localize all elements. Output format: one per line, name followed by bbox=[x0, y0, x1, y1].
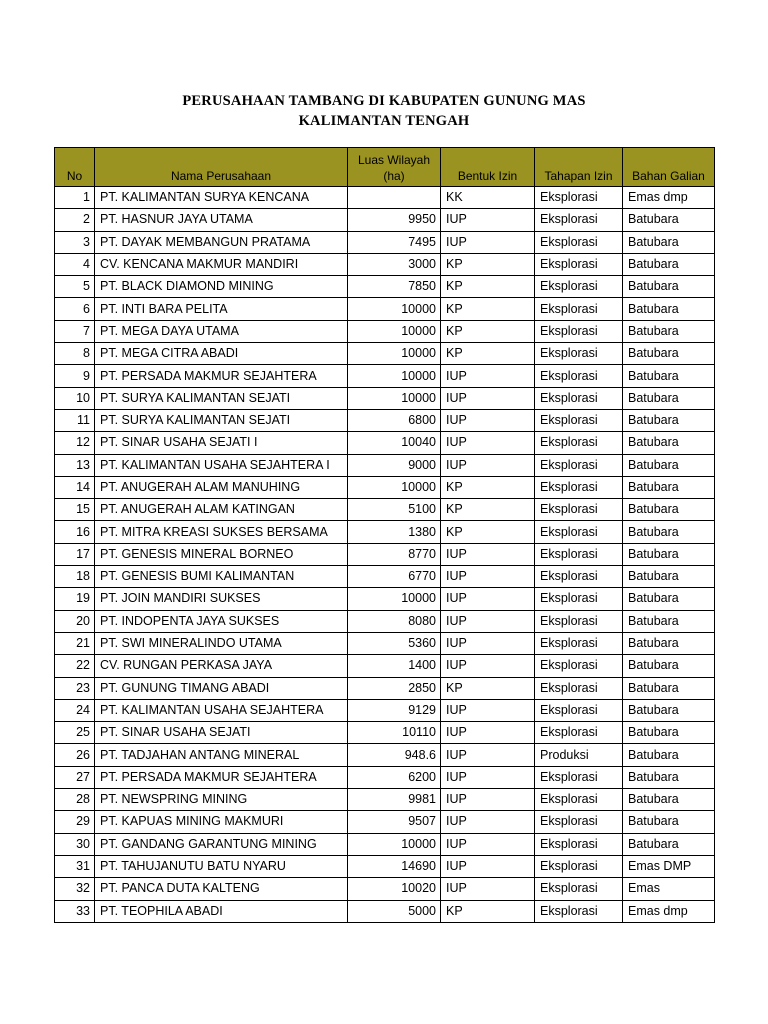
permit-type-cell: KK bbox=[441, 187, 535, 209]
mineral-type-cell: Batubara bbox=[623, 610, 715, 632]
row-number-cell: 19 bbox=[55, 588, 95, 610]
area-ha-cell: 1380 bbox=[348, 521, 441, 543]
mineral-type-cell: Batubara bbox=[623, 387, 715, 409]
permit-stage-cell: Eksplorasi bbox=[535, 276, 623, 298]
permit-type-cell: IUP bbox=[441, 833, 535, 855]
table-row bbox=[55, 677, 715, 699]
table-row bbox=[55, 343, 715, 365]
mining-companies-table bbox=[54, 147, 715, 923]
permit-stage-cell: Eksplorasi bbox=[535, 588, 623, 610]
company-name-cell: PT. SINAR USAHA SEJATI bbox=[95, 722, 348, 744]
permit-type-cell: IUP bbox=[441, 878, 535, 900]
area-ha-cell: 10000 bbox=[348, 320, 441, 342]
area-ha-cell: 6770 bbox=[348, 566, 441, 588]
row-number-cell: 12 bbox=[55, 432, 95, 454]
table-row bbox=[55, 454, 715, 476]
row-number-cell: 20 bbox=[55, 610, 95, 632]
permit-stage-cell: Eksplorasi bbox=[535, 187, 623, 209]
company-name-cell: PT. KAPUAS MINING MAKMURI bbox=[95, 811, 348, 833]
company-name-cell: PT. SINAR USAHA SEJATI I bbox=[95, 432, 348, 454]
permit-type-cell: KP bbox=[441, 499, 535, 521]
company-name-cell: PT. GANDANG GARANTUNG MINING bbox=[95, 833, 348, 855]
permit-stage-cell: Eksplorasi bbox=[535, 789, 623, 811]
permit-stage-cell: Eksplorasi bbox=[535, 499, 623, 521]
company-name-cell: PT. PERSADA MAKMUR SEJAHTERA bbox=[95, 365, 348, 387]
permit-stage-cell: Eksplorasi bbox=[535, 632, 623, 654]
header-no: No bbox=[55, 148, 95, 187]
table-header-row bbox=[55, 148, 715, 187]
permit-type-cell: IUP bbox=[441, 387, 535, 409]
area-ha-cell: 10020 bbox=[348, 878, 441, 900]
mineral-type-cell: Batubara bbox=[623, 298, 715, 320]
table-row bbox=[55, 320, 715, 342]
permit-stage-cell: Eksplorasi bbox=[535, 365, 623, 387]
area-ha-cell: 14690 bbox=[348, 855, 441, 877]
table-row bbox=[55, 231, 715, 253]
row-number-cell: 4 bbox=[55, 253, 95, 275]
mineral-type-cell: Batubara bbox=[623, 253, 715, 275]
table-row bbox=[55, 766, 715, 788]
row-number-cell: 32 bbox=[55, 878, 95, 900]
permit-stage-cell: Eksplorasi bbox=[535, 343, 623, 365]
mineral-type-cell: Batubara bbox=[623, 454, 715, 476]
table-row bbox=[55, 253, 715, 275]
permit-type-cell: IUP bbox=[441, 811, 535, 833]
row-number-cell: 16 bbox=[55, 521, 95, 543]
table-row bbox=[55, 900, 715, 922]
permit-type-cell: IUP bbox=[441, 566, 535, 588]
table-row bbox=[55, 855, 715, 877]
table-row bbox=[55, 476, 715, 498]
area-ha-cell: 3000 bbox=[348, 253, 441, 275]
mineral-type-cell: Emas DMP bbox=[623, 855, 715, 877]
permit-type-cell: IUP bbox=[441, 699, 535, 721]
permit-type-cell: KP bbox=[441, 253, 535, 275]
company-name-cell: PT. BLACK DIAMOND MINING bbox=[95, 276, 348, 298]
mineral-type-cell: Emas bbox=[623, 878, 715, 900]
table-row bbox=[55, 432, 715, 454]
header-company-name: Nama Perusahaan bbox=[95, 148, 348, 187]
permit-type-cell: IUP bbox=[441, 610, 535, 632]
area-ha-cell: 9129 bbox=[348, 699, 441, 721]
permit-type-cell: IUP bbox=[441, 409, 535, 431]
area-ha-cell: 8770 bbox=[348, 543, 441, 565]
permit-type-cell: IUP bbox=[441, 432, 535, 454]
mineral-type-cell: Batubara bbox=[623, 789, 715, 811]
area-ha-cell: 7495 bbox=[348, 231, 441, 253]
area-ha-cell: 5000 bbox=[348, 900, 441, 922]
mineral-type-cell: Batubara bbox=[623, 320, 715, 342]
company-name-cell: PT. GENESIS MINERAL BORNEO bbox=[95, 543, 348, 565]
document-title: PERUSAHAAN TAMBANG DI KABUPATEN GUNUNG MAS bbox=[182, 93, 586, 109]
row-number-cell: 15 bbox=[55, 499, 95, 521]
permit-stage-cell: Eksplorasi bbox=[535, 855, 623, 877]
mineral-type-cell: Batubara bbox=[623, 365, 715, 387]
permit-type-cell: IUP bbox=[441, 789, 535, 811]
company-name-cell: PT. PERSADA MAKMUR SEJAHTERA bbox=[95, 766, 348, 788]
mineral-type-cell: Batubara bbox=[623, 566, 715, 588]
mineral-type-cell: Batubara bbox=[623, 699, 715, 721]
table-row bbox=[55, 699, 715, 721]
permit-stage-cell: Eksplorasi bbox=[535, 610, 623, 632]
mineral-type-cell: Batubara bbox=[623, 476, 715, 498]
row-number-cell: 18 bbox=[55, 566, 95, 588]
table-row bbox=[55, 298, 715, 320]
row-number-cell: 8 bbox=[55, 343, 95, 365]
permit-stage-cell: Eksplorasi bbox=[535, 722, 623, 744]
table-body bbox=[55, 187, 715, 923]
permit-type-cell: IUP bbox=[441, 209, 535, 231]
mineral-type-cell: Batubara bbox=[623, 409, 715, 431]
row-number-cell: 9 bbox=[55, 365, 95, 387]
permit-type-cell: KP bbox=[441, 900, 535, 922]
mineral-type-cell: Batubara bbox=[623, 632, 715, 654]
table-row bbox=[55, 744, 715, 766]
mineral-type-cell: Batubara bbox=[623, 677, 715, 699]
permit-stage-cell: Produksi bbox=[535, 744, 623, 766]
row-number-cell: 33 bbox=[55, 900, 95, 922]
header-mineral: Bahan Galian bbox=[623, 148, 715, 187]
mineral-type-cell: Batubara bbox=[623, 744, 715, 766]
permit-stage-cell: Eksplorasi bbox=[535, 454, 623, 476]
permit-stage-cell: Eksplorasi bbox=[535, 543, 623, 565]
permit-type-cell: KP bbox=[441, 677, 535, 699]
company-name-cell: PT. DAYAK MEMBANGUN PRATAMA bbox=[95, 231, 348, 253]
permit-stage-cell: Eksplorasi bbox=[535, 900, 623, 922]
company-name-cell: PT. TADJAHAN ANTANG MINERAL bbox=[95, 744, 348, 766]
row-number-cell: 21 bbox=[55, 632, 95, 654]
table-row bbox=[55, 811, 715, 833]
area-ha-cell: 8080 bbox=[348, 610, 441, 632]
permit-stage-cell: Eksplorasi bbox=[535, 387, 623, 409]
row-number-cell: 23 bbox=[55, 677, 95, 699]
table-row bbox=[55, 521, 715, 543]
row-number-cell: 11 bbox=[55, 409, 95, 431]
table-row bbox=[55, 878, 715, 900]
permit-type-cell: IUP bbox=[441, 365, 535, 387]
row-number-cell: 17 bbox=[55, 543, 95, 565]
area-ha-cell: 10000 bbox=[348, 298, 441, 320]
company-name-cell: PT. ANUGERAH ALAM KATINGAN bbox=[95, 499, 348, 521]
header-area bbox=[348, 148, 441, 187]
area-ha-cell: 10000 bbox=[348, 365, 441, 387]
mineral-type-cell: Batubara bbox=[623, 543, 715, 565]
table-row bbox=[55, 499, 715, 521]
permit-stage-cell: Eksplorasi bbox=[535, 298, 623, 320]
area-ha-cell: 10040 bbox=[348, 432, 441, 454]
area-ha-cell: 10000 bbox=[348, 833, 441, 855]
company-name-cell: PT. INDOPENTA JAYA SUKSES bbox=[95, 610, 348, 632]
company-name-cell: PT. KALIMANTAN USAHA SEJAHTERA I bbox=[95, 454, 348, 476]
table-row bbox=[55, 588, 715, 610]
row-number-cell: 7 bbox=[55, 320, 95, 342]
permit-stage-cell: Eksplorasi bbox=[535, 231, 623, 253]
table-row bbox=[55, 543, 715, 565]
header-area-line1: Luas Wilayah bbox=[357, 153, 431, 167]
mineral-type-cell: Batubara bbox=[623, 811, 715, 833]
permit-type-cell: KP bbox=[441, 521, 535, 543]
permit-stage-cell: Eksplorasi bbox=[535, 432, 623, 454]
company-name-cell: PT. MITRA KREASI SUKSES BERSAMA bbox=[95, 521, 348, 543]
area-ha-cell: 948.6 bbox=[348, 744, 441, 766]
row-number-cell: 24 bbox=[55, 699, 95, 721]
mineral-type-cell: Batubara bbox=[623, 655, 715, 677]
area-ha-cell: 10000 bbox=[348, 588, 441, 610]
company-name-cell: PT. SWI MINERALINDO UTAMA bbox=[95, 632, 348, 654]
permit-stage-cell: Eksplorasi bbox=[535, 209, 623, 231]
table-row bbox=[55, 655, 715, 677]
area-ha-cell: 6800 bbox=[348, 409, 441, 431]
company-name-cell: CV. KENCANA MAKMUR MANDIRI bbox=[95, 253, 348, 275]
mineral-type-cell: Batubara bbox=[623, 588, 715, 610]
table-row bbox=[55, 632, 715, 654]
company-name-cell: PT. NEWSPRING MINING bbox=[95, 789, 348, 811]
row-number-cell: 26 bbox=[55, 744, 95, 766]
row-number-cell: 13 bbox=[55, 454, 95, 476]
mineral-type-cell: Batubara bbox=[623, 722, 715, 744]
row-number-cell: 29 bbox=[55, 811, 95, 833]
permit-stage-cell: Eksplorasi bbox=[535, 833, 623, 855]
permit-type-cell: IUP bbox=[441, 543, 535, 565]
permit-type-cell: IUP bbox=[441, 655, 535, 677]
permit-type-cell: IUP bbox=[441, 722, 535, 744]
company-name-cell: CV. RUNGAN PERKASA JAYA bbox=[95, 655, 348, 677]
permit-stage-cell: Eksplorasi bbox=[535, 655, 623, 677]
permit-type-cell: KP bbox=[441, 476, 535, 498]
permit-type-cell: KP bbox=[441, 320, 535, 342]
permit-type-cell: IUP bbox=[441, 454, 535, 476]
header-permit-type: Bentuk Izin bbox=[441, 148, 535, 187]
area-ha-cell bbox=[348, 187, 441, 209]
company-name-cell: PT. JOIN MANDIRI SUKSES bbox=[95, 588, 348, 610]
permit-stage-cell: Eksplorasi bbox=[535, 476, 623, 498]
table-row bbox=[55, 409, 715, 431]
permit-stage-cell: Eksplorasi bbox=[535, 409, 623, 431]
company-name-cell: PT. MEGA DAYA UTAMA bbox=[95, 320, 348, 342]
permit-type-cell: KP bbox=[441, 276, 535, 298]
row-number-cell: 10 bbox=[55, 387, 95, 409]
permit-stage-cell: Eksplorasi bbox=[535, 253, 623, 275]
table-row bbox=[55, 566, 715, 588]
table-row bbox=[55, 187, 715, 209]
area-ha-cell: 7850 bbox=[348, 276, 441, 298]
permit-stage-cell: Eksplorasi bbox=[535, 566, 623, 588]
header-permit-stage: Tahapan Izin bbox=[535, 148, 623, 187]
permit-stage-cell: Eksplorasi bbox=[535, 521, 623, 543]
company-name-cell: PT. SURYA KALIMANTAN SEJATI bbox=[95, 409, 348, 431]
area-ha-cell: 9981 bbox=[348, 789, 441, 811]
table-row bbox=[55, 365, 715, 387]
area-ha-cell: 9507 bbox=[348, 811, 441, 833]
permit-stage-cell: Eksplorasi bbox=[535, 811, 623, 833]
area-ha-cell: 9950 bbox=[348, 209, 441, 231]
permit-type-cell: IUP bbox=[441, 744, 535, 766]
permit-stage-cell: Eksplorasi bbox=[535, 766, 623, 788]
permit-type-cell: IUP bbox=[441, 632, 535, 654]
area-ha-cell: 1400 bbox=[348, 655, 441, 677]
company-name-cell: PT. MEGA CITRA ABADI bbox=[95, 343, 348, 365]
permit-stage-cell: Eksplorasi bbox=[535, 677, 623, 699]
permit-stage-cell: Eksplorasi bbox=[535, 320, 623, 342]
mineral-type-cell: Batubara bbox=[623, 521, 715, 543]
company-name-cell: PT. GUNUNG TIMANG ABADI bbox=[95, 677, 348, 699]
row-number-cell: 6 bbox=[55, 298, 95, 320]
permit-type-cell: KP bbox=[441, 343, 535, 365]
row-number-cell: 25 bbox=[55, 722, 95, 744]
mineral-type-cell: Batubara bbox=[623, 833, 715, 855]
company-name-cell: PT. KALIMANTAN USAHA SEJAHTERA bbox=[95, 699, 348, 721]
area-ha-cell: 10000 bbox=[348, 476, 441, 498]
document-subtitle: KALIMANTAN TENGAH bbox=[298, 113, 470, 129]
row-number-cell: 28 bbox=[55, 789, 95, 811]
permit-stage-cell: Eksplorasi bbox=[535, 878, 623, 900]
row-number-cell: 2 bbox=[55, 209, 95, 231]
company-name-cell: PT. HASNUR JAYA UTAMA bbox=[95, 209, 348, 231]
header-area-line2: (ha) bbox=[383, 169, 405, 183]
mineral-type-cell: Batubara bbox=[623, 499, 715, 521]
company-name-cell: PT. PANCA DUTA KALTENG bbox=[95, 878, 348, 900]
area-ha-cell: 5100 bbox=[348, 499, 441, 521]
row-number-cell: 30 bbox=[55, 833, 95, 855]
table-row bbox=[55, 789, 715, 811]
mineral-type-cell: Batubara bbox=[623, 343, 715, 365]
area-ha-cell: 10000 bbox=[348, 343, 441, 365]
row-number-cell: 27 bbox=[55, 766, 95, 788]
row-number-cell: 31 bbox=[55, 855, 95, 877]
company-name-cell: PT. ANUGERAH ALAM MANUHING bbox=[95, 476, 348, 498]
area-ha-cell: 5360 bbox=[348, 632, 441, 654]
company-name-cell: PT. GENESIS BUMI KALIMANTAN bbox=[95, 566, 348, 588]
row-number-cell: 22 bbox=[55, 655, 95, 677]
mineral-type-cell: Batubara bbox=[623, 432, 715, 454]
table-row bbox=[55, 209, 715, 231]
mineral-type-cell: Batubara bbox=[623, 231, 715, 253]
row-number-cell: 1 bbox=[55, 187, 95, 209]
permit-type-cell: IUP bbox=[441, 855, 535, 877]
area-ha-cell: 9000 bbox=[348, 454, 441, 476]
company-name-cell: PT. KALIMANTAN SURYA KENCANA bbox=[95, 187, 348, 209]
area-ha-cell: 10000 bbox=[348, 387, 441, 409]
permit-type-cell: IUP bbox=[441, 766, 535, 788]
row-number-cell: 3 bbox=[55, 231, 95, 253]
mineral-type-cell: Emas dmp bbox=[623, 187, 715, 209]
table-row bbox=[55, 722, 715, 744]
table-row bbox=[55, 276, 715, 298]
mineral-type-cell: Batubara bbox=[623, 766, 715, 788]
row-number-cell: 14 bbox=[55, 476, 95, 498]
company-name-cell: PT. SURYA KALIMANTAN SEJATI bbox=[95, 387, 348, 409]
permit-type-cell: IUP bbox=[441, 231, 535, 253]
table-row bbox=[55, 833, 715, 855]
area-ha-cell: 6200 bbox=[348, 766, 441, 788]
company-name-cell: PT. TAHUJANUTU BATU NYARU bbox=[95, 855, 348, 877]
permit-stage-cell: Eksplorasi bbox=[535, 699, 623, 721]
permit-type-cell: IUP bbox=[441, 588, 535, 610]
permit-type-cell: KP bbox=[441, 298, 535, 320]
table-row bbox=[55, 387, 715, 409]
area-ha-cell: 10110 bbox=[348, 722, 441, 744]
mineral-type-cell: Batubara bbox=[623, 209, 715, 231]
company-name-cell: PT. INTI BARA PELITA bbox=[95, 298, 348, 320]
company-name-cell: PT. TEOPHILA ABADI bbox=[95, 900, 348, 922]
table-row bbox=[55, 610, 715, 632]
mineral-type-cell: Emas dmp bbox=[623, 900, 715, 922]
area-ha-cell: 2850 bbox=[348, 677, 441, 699]
row-number-cell: 5 bbox=[55, 276, 95, 298]
mineral-type-cell: Batubara bbox=[623, 276, 715, 298]
